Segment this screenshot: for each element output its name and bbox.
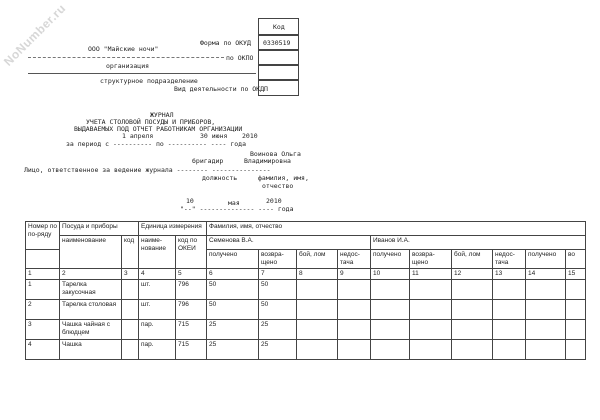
- header-returned-2: возвра-щено: [410, 250, 452, 269]
- cell-okei: 796: [176, 300, 207, 320]
- table-body: [26, 280, 586, 360]
- cell-unit: пар.: [139, 320, 176, 340]
- code-header-cell: [258, 18, 299, 35]
- cell-empty: [338, 340, 371, 360]
- journal-table: [25, 221, 586, 360]
- date-template: "--" -------------- ---- года: [180, 205, 294, 213]
- okdp-label: Вид деятельности по ОКДП: [174, 85, 268, 93]
- cell-returned: 25: [259, 340, 297, 360]
- subdivision-caption: структурное подразделение: [100, 77, 198, 85]
- header-received-1: получено: [207, 250, 259, 269]
- column-number-2: 2: [60, 269, 122, 280]
- cell-received: 50: [207, 280, 259, 300]
- cell-empty: [410, 300, 452, 320]
- column-number-5: 5: [176, 269, 207, 280]
- header-number: Номер по по-ряду: [26, 222, 60, 250]
- table-row: [26, 300, 586, 320]
- column-number-4: 4: [139, 269, 176, 280]
- column-number-8: 8: [297, 269, 338, 280]
- responsible-name-line1: Воинова Ольга: [250, 150, 301, 158]
- okpo-code-cell: [258, 50, 299, 65]
- watermark: NoNumber.ru: [0, 1, 69, 69]
- cell-okei: 715: [176, 320, 207, 340]
- cell-unit: пар.: [139, 340, 176, 360]
- cell-empty: [566, 320, 586, 340]
- cell-num: 4: [26, 340, 60, 360]
- code-header: Код: [273, 23, 285, 31]
- table-row: [26, 280, 586, 300]
- cell-received: 50: [207, 300, 259, 320]
- title-line2: УЧЕТА СТОЛОВОЙ ПОСУДЫ И ПРИБОРОВ,: [86, 118, 216, 126]
- cell-empty: [410, 320, 452, 340]
- okud-label: Форма по ОКУД: [200, 39, 251, 47]
- organization-name: ООО "Майские ночи": [88, 45, 159, 53]
- organization-caption: организация: [106, 62, 150, 70]
- responsible-caption-position: должность: [202, 174, 238, 182]
- column-number-12: 12: [452, 269, 493, 280]
- header-code: код: [122, 236, 139, 269]
- cell-returned: 50: [259, 300, 297, 320]
- cell-returned: 50: [259, 280, 297, 300]
- cell-empty: [526, 340, 566, 360]
- column-number-7: 7: [259, 269, 297, 280]
- cell-received: 25: [207, 320, 259, 340]
- date-month: мая: [228, 199, 240, 207]
- cell-name: Чашка чайная с блюдцем: [60, 320, 122, 340]
- cell-okei: 796: [176, 280, 207, 300]
- period-from: 1 апреля: [122, 132, 154, 140]
- header-shortage-2: недос-тача: [493, 250, 526, 269]
- header-unit-name: наиме-нование: [139, 236, 176, 269]
- table-row: [26, 320, 586, 340]
- cell-num: 3: [26, 320, 60, 340]
- cell-returned: 25: [259, 320, 297, 340]
- date-day: 10: [186, 197, 194, 205]
- responsible-caption-name1: фамилия, имя,: [258, 174, 309, 182]
- cell-empty: [452, 340, 493, 360]
- cell-empty: [493, 280, 526, 300]
- column-number-3: 3: [122, 269, 139, 280]
- cell-empty: [410, 340, 452, 360]
- cell-code: [122, 300, 139, 320]
- responsible-position: бригадир: [192, 157, 224, 165]
- cell-empty: [371, 300, 410, 320]
- okud-code-cell: [258, 35, 299, 50]
- header-okei: код по ОКЕИ: [176, 236, 207, 269]
- cell-empty: [371, 320, 410, 340]
- cell-empty: [297, 340, 338, 360]
- cell-empty: [338, 300, 371, 320]
- cell-empty: [297, 280, 338, 300]
- cell-empty: [338, 280, 371, 300]
- responsible-name-line2: Владимировна: [244, 157, 291, 165]
- cell-unit: шт.: [139, 280, 176, 300]
- period-year: 2010: [242, 132, 258, 140]
- table-row: [26, 340, 586, 360]
- cell-code: [122, 320, 139, 340]
- header-name: наименование: [60, 236, 122, 269]
- cell-okei: 715: [176, 340, 207, 360]
- okud-code: 0330519: [263, 39, 291, 47]
- header-unit: Единица измерения: [139, 222, 207, 236]
- cell-empty: [452, 300, 493, 320]
- column-numbers-row: [26, 269, 586, 280]
- cell-name: Тарелка закусочная: [60, 280, 122, 300]
- cell-empty: [493, 320, 526, 340]
- cell-received: 25: [207, 340, 259, 360]
- responsible-caption-name2: отчество: [262, 182, 294, 190]
- cell-num: 1: [26, 280, 60, 300]
- title-line3: ВЫДАВАЕМЫХ ПОД ОТЧЕТ РАБОТНИКАМ ОРГАНИЗАЦИИ: [74, 125, 243, 133]
- cell-code: [122, 280, 139, 300]
- column-number-1: 1: [26, 269, 60, 280]
- cell-empty: [371, 340, 410, 360]
- column-number-11: 11: [410, 269, 452, 280]
- cell-code: [122, 340, 139, 360]
- cell-empty: [493, 300, 526, 320]
- header-returned-1: возвра-щено: [259, 250, 297, 269]
- header-number-cont: [26, 250, 60, 269]
- period-to: 30 июня: [200, 132, 228, 140]
- okpo-label: по ОКПО: [226, 54, 254, 62]
- cell-empty: [452, 320, 493, 340]
- column-number-10: 10: [371, 269, 410, 280]
- period-template: за период с ---------- по ---------- ---- года: [66, 140, 247, 148]
- column-number-13: 13: [493, 269, 526, 280]
- cell-empty: [526, 280, 566, 300]
- header-person2: Иванов И.А.: [371, 236, 586, 250]
- cell-empty: [526, 320, 566, 340]
- cell-empty: [526, 300, 566, 320]
- cell-empty: [297, 320, 338, 340]
- cell-empty: [452, 280, 493, 300]
- column-number-14: 14: [526, 269, 566, 280]
- header-broken-1: бой, лом: [297, 250, 338, 269]
- header-returned-3: во: [566, 250, 586, 269]
- header-received-3: получено: [526, 250, 566, 269]
- cell-empty: [371, 280, 410, 300]
- subdivision-code-cell: [258, 65, 299, 80]
- cell-empty: [566, 340, 586, 360]
- date-year: 2010: [266, 197, 282, 205]
- header-broken-2: бой, лом: [452, 250, 493, 269]
- cell-num: 2: [26, 300, 60, 320]
- cell-name: Чашка: [60, 340, 122, 360]
- header-shortage-1: недос-тача: [338, 250, 371, 269]
- cell-empty: [410, 280, 452, 300]
- header-received-2: получено: [371, 250, 410, 269]
- cell-empty: [566, 300, 586, 320]
- responsible-label: Лицо, ответственное за ведение журнала -------- ---------------: [24, 166, 271, 174]
- organization-line: [28, 57, 224, 58]
- cell-empty: [566, 280, 586, 300]
- header-fio: Фамилия, имя, отчество: [207, 222, 586, 236]
- column-number-9: 9: [338, 269, 371, 280]
- title-line1: ЖУРНАЛ: [150, 111, 174, 119]
- cell-unit: шт.: [139, 300, 176, 320]
- subdivision-line: [28, 73, 256, 74]
- column-number-6: 6: [207, 269, 259, 280]
- header-person1: Семенова В.А.: [207, 236, 371, 250]
- cell-name: Тарелка столовая: [60, 300, 122, 320]
- cell-empty: [297, 300, 338, 320]
- cell-empty: [338, 320, 371, 340]
- header-items: Посуда и приборы: [60, 222, 139, 236]
- cell-empty: [493, 340, 526, 360]
- column-number-15: 15: [566, 269, 586, 280]
